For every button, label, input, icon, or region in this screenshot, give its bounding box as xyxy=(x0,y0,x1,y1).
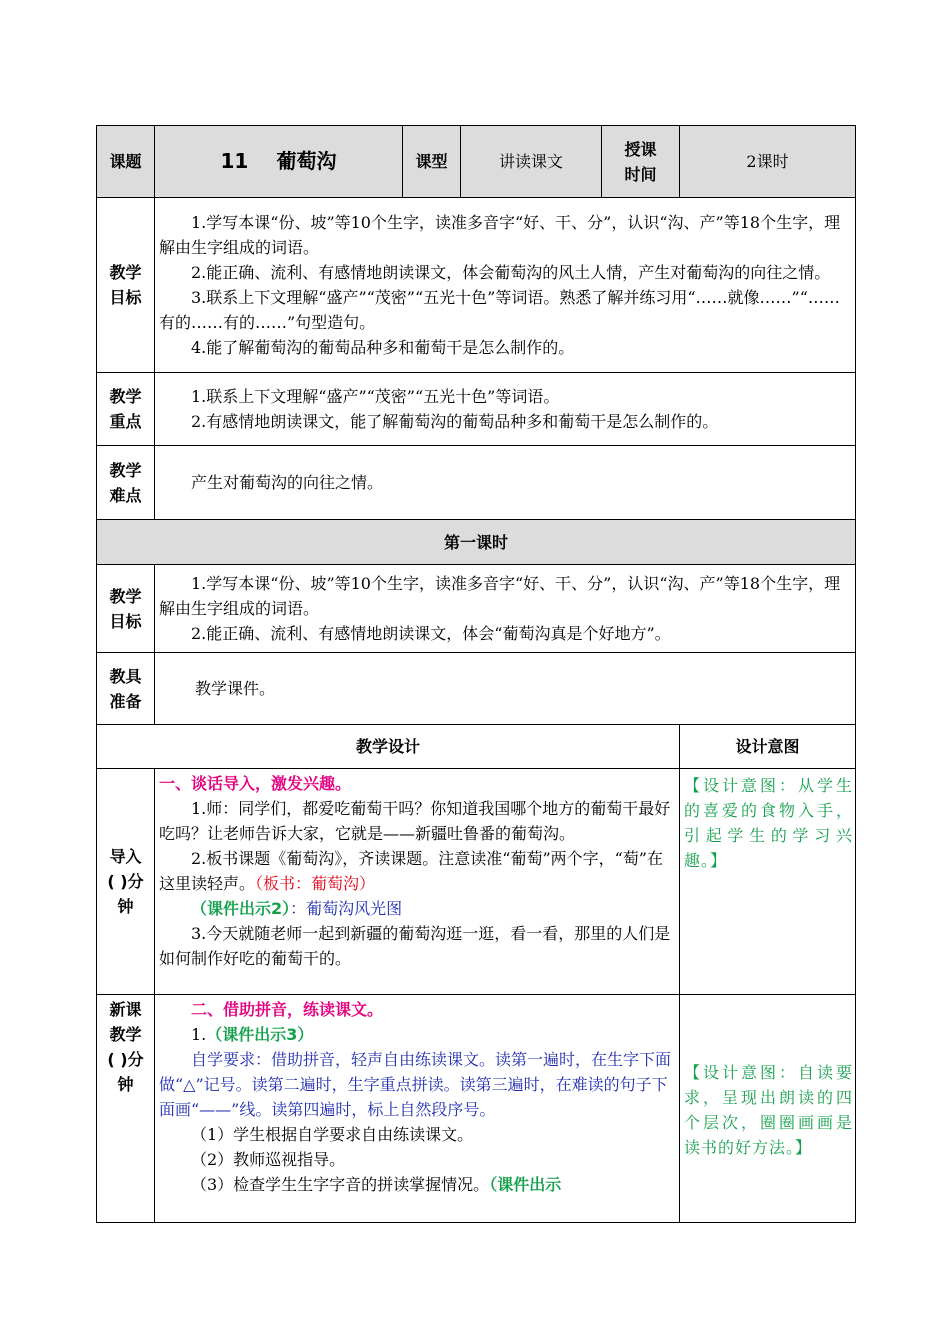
label-line: ( )分 xyxy=(107,872,144,891)
goal-item: 3.联系上下文理解“盛产”“茂密”“五光十色”等词语。熟悉了解并练习用“……就像……”“……有的……有的……”句型造句。 xyxy=(159,288,840,332)
difficulty-row xyxy=(97,446,856,520)
key-points-content xyxy=(155,373,856,446)
intro-paragraph: 3.今天就随老师一起到新疆的葡萄沟逛一逛，看一看，那里的人们是如何制作好吃的葡萄干的。 xyxy=(159,924,671,968)
period-goals-label xyxy=(97,565,155,653)
courseware-desc: ：葡萄沟风光图 xyxy=(290,899,403,918)
new-paragraph xyxy=(159,1172,677,1197)
label-line: ( )分 xyxy=(107,1050,144,1069)
lesson-title: 葡萄沟 xyxy=(276,148,337,173)
new-intent: 【设计意图：自读要求，呈现出朗读的四个层次，圈圈画画是读书的好方法。】 xyxy=(680,995,856,1223)
time-label-line-1: 授课 xyxy=(624,139,657,159)
courseware-note: （课件出示2） xyxy=(191,899,291,918)
item-number: 1. xyxy=(191,1025,207,1044)
label-line: 钟 xyxy=(117,897,134,916)
tools-label xyxy=(97,653,155,725)
new-section-label xyxy=(97,995,155,1223)
difficulty-text: 产生对葡萄沟的向往之情。 xyxy=(191,473,384,492)
time-label xyxy=(602,126,680,198)
intro-section-label xyxy=(97,769,155,995)
new-paragraph xyxy=(159,1022,677,1047)
difficulty-label xyxy=(97,446,155,520)
label-line: 准备 xyxy=(109,691,142,711)
label-line: 教具 xyxy=(109,666,142,686)
tools-content xyxy=(155,653,856,725)
label-line: 目标 xyxy=(109,288,142,307)
label-line: 难点 xyxy=(109,485,142,505)
intro-paragraph: 1.师：同学们，都爱吃葡萄干吗？你知道我国哪个地方的葡萄干最好吃吗？让老师告诉大家，它就是——新疆吐鲁番的葡萄沟。 xyxy=(159,799,671,843)
new-heading: 二、借助拼音，练读课文。 xyxy=(191,1000,384,1019)
overall-goals-content xyxy=(155,198,856,373)
label-line: 教学 xyxy=(109,460,142,480)
label-line: 新课 xyxy=(109,1000,142,1019)
label-line: 导入 xyxy=(109,847,142,866)
lesson-title-cell xyxy=(155,126,403,198)
label-line: 重点 xyxy=(109,412,142,431)
label-line: 钟 xyxy=(117,1075,134,1094)
periods-value: 2课时 xyxy=(680,126,856,198)
period-goals-content xyxy=(155,565,856,653)
topic-label: 课题 xyxy=(97,126,155,198)
intro-courseware xyxy=(159,896,677,921)
goal-item: 1.学写本课“份、坡”等10个生字，读准多音字“好、干、分”，认识“沟、产”等18个生字，理解由生字组成的词语。 xyxy=(159,574,841,618)
intro-text: 2.板书课题《葡萄沟》，齐读课题。注意读准“葡萄”两个字，“萄”在这里读轻声。 xyxy=(159,849,663,893)
intro-paragraph xyxy=(159,846,677,896)
first-period-title: 第一课时 xyxy=(97,520,856,565)
design-header: 教学设计 xyxy=(97,725,680,769)
intro-section-row xyxy=(97,769,856,995)
type-label: 课型 xyxy=(403,126,461,198)
board-note: （板书：葡萄沟） xyxy=(255,874,376,893)
overall-goals-row xyxy=(97,198,856,373)
intent-header: 设计意图 xyxy=(680,725,856,769)
goal-item: 4.能了解葡萄沟的葡萄品种多和葡萄干是怎么制作的。 xyxy=(191,338,575,357)
intro-intent: 【设计意图：从学生的喜爱的食物入手，引起学生的学习兴趣。】 xyxy=(680,769,856,995)
goal-item: 2.能正确、流利、有感情地朗读课文，体会“葡萄沟真是个好地方”。 xyxy=(191,624,671,643)
label-line: 教学 xyxy=(109,1025,142,1044)
period-goals-row xyxy=(97,565,856,653)
lesson-number: 11 xyxy=(220,148,249,173)
label-line: 目标 xyxy=(109,611,142,631)
courseware-note: （课件出示 xyxy=(489,1175,562,1194)
new-paragraph: （1）学生根据自学要求自由练读课文。 xyxy=(191,1125,474,1144)
overall-goals-label xyxy=(97,198,155,373)
type-value: 讲读课文 xyxy=(461,126,602,198)
goal-item: 1.学写本课“份、坡”等10个生字，读准多音字“好、干、分”，认识“沟、产”等18个生字，理解由生字组成的词语。 xyxy=(159,213,841,257)
lesson-plan-table xyxy=(96,125,856,1223)
design-header-row xyxy=(97,725,856,769)
new-paragraph: （2）教师巡视指导。 xyxy=(191,1150,346,1169)
new-section-content xyxy=(155,995,680,1223)
label-line: 教学 xyxy=(109,586,142,606)
header-row xyxy=(97,126,856,198)
label-line: 教学 xyxy=(109,263,142,282)
intro-heading: 一、谈话导入，激发兴趣。 xyxy=(159,774,352,793)
label-line: 教学 xyxy=(109,387,142,406)
first-period-row xyxy=(97,520,856,565)
intro-section-content xyxy=(155,769,680,995)
tools-row xyxy=(97,653,856,725)
key-point-item: 1.联系上下文理解“盛产”“茂密”“五光十色”等词语。 xyxy=(191,387,560,406)
goal-item: 2.能正确、流利、有感情地朗读课文，体会葡萄沟的风土人情，产生对葡萄沟的向往之情。 xyxy=(191,263,831,282)
self-study-requirements: 自学要求：借助拼音，轻声自由练读课文。读第一遍时，在生字下面做“△”记号。读第二遍时，生字重点拼读。读第三遍时，在难读的句子下面画“——”线。读第四遍时，标上自然段序号。 xyxy=(159,1050,672,1119)
tools-text: 教学课件。 xyxy=(195,679,276,698)
key-point-item: 2.有感情地朗读课文，能了解葡萄沟的葡萄品种多和葡萄干是怎么制作的。 xyxy=(191,412,719,431)
key-points-row xyxy=(97,373,856,446)
key-points-label xyxy=(97,373,155,446)
courseware-note: （课件出示3） xyxy=(206,1025,314,1044)
new-text: （3）检查学生生字字音的拼读掌握情况。 xyxy=(191,1175,490,1194)
new-section-row xyxy=(97,995,856,1223)
time-label-line-2: 时间 xyxy=(624,164,657,184)
difficulty-content xyxy=(155,446,856,520)
